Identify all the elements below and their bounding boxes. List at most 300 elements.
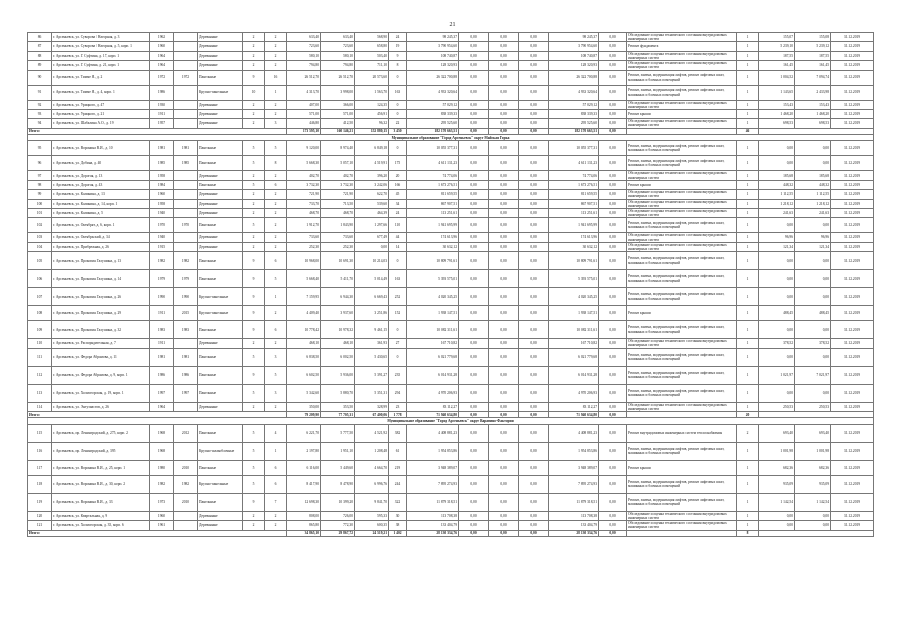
table-cell-fl: 9 xyxy=(243,252,265,270)
table-cell-addr: г. Арсеньевск, ул. Прокопия Галушина, д. 32 xyxy=(52,321,150,339)
table-cell-n: 113 xyxy=(28,384,52,402)
table-cell-a1: 5 668,30 xyxy=(287,156,321,171)
table-cell-sum: 4 020 345,25 xyxy=(407,288,459,306)
table-cell-work: Ремонт, замена, модернизация лифтов, ремонт лифтовых шахт, машинных и блочных помещений xyxy=(627,141,737,156)
table-row xyxy=(28,252,874,270)
table-cell-a3: 1 297,66 xyxy=(355,218,389,233)
table-cell-addr: г. Арсеньевск, ул. Прокопия Галушина, д. 26 xyxy=(52,288,150,306)
table-cell-s2: 0,00 xyxy=(489,475,519,493)
table-cell-s2: 0,00 xyxy=(489,402,519,411)
table-cell-s5: 0,00 xyxy=(599,156,627,171)
total-label: Итого: xyxy=(28,411,287,417)
table-cell-en: 2 xyxy=(265,199,287,208)
table-cell-v1: 0,00 xyxy=(759,321,795,339)
table-cell-res: 235 xyxy=(389,366,407,384)
table-cell-s1: 0,00 xyxy=(459,180,489,189)
table-cell-a2: 1 951,10 xyxy=(321,442,355,460)
table-cell-s3: 0,00 xyxy=(519,424,549,442)
table-cell-u: 1 xyxy=(737,42,759,51)
table-cell-v2: 250,53 xyxy=(795,402,831,411)
table-cell-fl: 5 xyxy=(243,218,265,233)
table-cell-a1: 252,30 xyxy=(287,242,321,251)
table-cell-s1: 0,00 xyxy=(459,402,489,411)
table-cell-a1: 580,10 xyxy=(287,51,321,60)
table-cell-v2: 0,00 xyxy=(795,521,831,530)
table-cell-n: 120 xyxy=(28,511,52,520)
table-cell-s4: 113 251,61 xyxy=(549,208,599,217)
table-cell-s3: 0,00 xyxy=(519,460,549,475)
table-cell-en: 6 xyxy=(265,475,287,493)
table-cell-yr: 2010 xyxy=(174,460,198,475)
total-s3: 0,00 xyxy=(519,411,549,417)
total-sum: 71 940 634,80 xyxy=(407,411,459,417)
table-cell-a2: 10 691,30 xyxy=(321,252,355,270)
table-cell-n: 105 xyxy=(28,252,52,270)
table-cell-en: 2 xyxy=(265,521,287,530)
table-cell-s4: 3 790 954,60 xyxy=(549,42,599,51)
table-cell-s4: 57 029,12 xyxy=(549,100,599,109)
table-row xyxy=(28,70,874,85)
table-cell-a1: 7 159,95 xyxy=(287,288,321,306)
table-cell-en: 2 xyxy=(265,402,287,411)
table-cell-res: 219 xyxy=(389,460,407,475)
table-cell-s3: 0,00 xyxy=(519,51,549,60)
table-cell-fl: 2 xyxy=(243,171,265,180)
table-cell-y: 1986 xyxy=(150,85,174,100)
table-cell-y: 1968 xyxy=(150,424,174,442)
table-cell-yr xyxy=(174,442,198,460)
table-cell-d: 31.12.2019 xyxy=(831,242,874,251)
table-cell-a1: 5 668,40 xyxy=(287,270,321,288)
table-cell-mat: Панельные xyxy=(198,270,243,288)
table-cell-mat: Деревянные xyxy=(198,511,243,520)
table-cell-s2: 0,00 xyxy=(489,51,519,60)
total-a2: 160 146,21 xyxy=(321,128,355,134)
table-cell-s5: 0,00 xyxy=(599,460,627,475)
table-cell-s3: 0,00 xyxy=(519,321,549,339)
table-cell-a1: 468,70 xyxy=(287,208,321,217)
table-cell-a3: 711,10 xyxy=(355,61,389,70)
table-cell-sum: 6 021 779,68 xyxy=(407,348,459,366)
table-cell-addr: г. Арсеньевск, ул. Прокопия Галушина, д. 29 xyxy=(52,306,150,321)
table-row xyxy=(28,109,874,118)
table-cell-u: 1 xyxy=(737,208,759,217)
table-cell-s5: 0,00 xyxy=(599,339,627,348)
table-cell-work: Ремонт фундамента xyxy=(627,42,737,51)
table-cell-s4: 26 322 700,88 xyxy=(549,70,599,85)
table-cell-s2: 0,00 xyxy=(489,199,519,208)
table-cell-v2: 682,36 xyxy=(795,460,831,475)
table-cell-work: Ремонт внутридомовых инженерных систем теплоснабжения xyxy=(627,424,737,442)
table-cell-n: 114 xyxy=(28,402,52,411)
table-cell-n: 86 xyxy=(28,33,52,42)
table-cell-work: Ремонт, замена, модернизация лифтов, ремонт лифтовых шахт, машинных и блочных помещений xyxy=(627,384,737,402)
table-cell-yr: 1982 xyxy=(174,475,198,493)
table-cell-yr: 1970 xyxy=(174,218,198,233)
table-cell-s1: 0,00 xyxy=(459,475,489,493)
table-cell-v1: 155,07 xyxy=(759,33,795,42)
table-cell-s2: 0,00 xyxy=(489,252,519,270)
table-cell-s3: 0,00 xyxy=(519,119,549,128)
table-cell-mat: Деревянные xyxy=(198,242,243,251)
table-cell-addr: г. Арсеньевск, ул. Г. Суфтина, д. 17, корп. 1 xyxy=(52,51,150,60)
total-sum: 182 170 663,51 xyxy=(407,128,459,134)
table-cell-s1: 0,00 xyxy=(459,208,489,217)
table-cell-s1: 0,00 xyxy=(459,85,489,100)
table-cell-a3: 9 461,15 xyxy=(355,321,389,339)
table-cell-y: 1968 xyxy=(150,442,174,460)
table-cell-s1: 0,00 xyxy=(459,218,489,233)
table-cell-a1: 733,70 xyxy=(287,199,321,208)
table-cell-s4: 811 659,55 xyxy=(549,190,599,199)
table-cell-en: 2 xyxy=(265,171,287,180)
table-cell-a3: 6 849,18 xyxy=(355,141,389,156)
table-cell-s1: 0,00 xyxy=(459,33,489,42)
table-cell-work: Обследование и оценка технического состояния внутридомовых инженерных систем xyxy=(627,190,737,199)
table-cell-v1: 185,68 xyxy=(759,171,795,180)
table-cell-d: 31.12.2019 xyxy=(831,366,874,384)
table-row xyxy=(28,199,874,208)
table-cell-yr: 2012 xyxy=(174,424,198,442)
table-cell-u: 2 xyxy=(737,424,759,442)
table-cell-fl: 5 xyxy=(243,384,265,402)
table-cell-addr: г. Арсеньевск, ул. Воронина В.И., д. 10 xyxy=(52,141,150,156)
table-cell-s3: 0,00 xyxy=(519,511,549,520)
table-cell-s1: 0,00 xyxy=(459,306,489,321)
table-cell-s2: 0,00 xyxy=(489,493,519,511)
table-cell-v2: 1 001,98 xyxy=(795,442,831,460)
table-cell-res: 14 xyxy=(389,242,407,251)
table-cell-s1: 0,00 xyxy=(459,156,489,171)
table-cell-n: 121 xyxy=(28,521,52,530)
table-cell-u: 1 xyxy=(737,442,759,460)
table-cell-d: 31.12.2019 xyxy=(831,460,874,475)
table-row xyxy=(28,85,874,100)
table-cell-addr: г. Арсеньевск, ул. Федора Абрамова, д. 9, корп. 1 xyxy=(52,366,150,384)
table-cell-s5: 0,00 xyxy=(599,384,627,402)
table-cell-fl: 2 xyxy=(243,42,265,51)
table-cell-a2: 8 974,40 xyxy=(321,141,355,156)
table-cell-res: 38 xyxy=(389,521,407,530)
table-cell-sum: 295 525,60 xyxy=(407,119,459,128)
table-cell-y: 1960 xyxy=(150,42,174,51)
table-cell-s1: 0,00 xyxy=(459,190,489,199)
table-cell-en: 16 xyxy=(265,70,287,85)
table-cell-s3: 0,00 xyxy=(519,190,549,199)
table-cell-work: Ремонт, замена, модернизация лифтов, ремонт лифтовых шахт, машинных и блочных помещений xyxy=(627,366,737,384)
table-cell-res: 30 xyxy=(389,511,407,520)
total-a2: 77 705,31 xyxy=(321,411,355,417)
table-cell-s4: 7 895 274,93 xyxy=(549,475,599,493)
table-cell-y: 1983 xyxy=(150,321,174,339)
table-cell-res: 0 xyxy=(389,252,407,270)
table-cell-s4: 167 710,82 xyxy=(549,339,599,348)
table-cell-d: 31.12.2019 xyxy=(831,442,874,460)
table-cell-fl: 9 xyxy=(243,321,265,339)
table-cell-a1: 733,60 xyxy=(287,233,321,242)
table-cell-s5: 0,00 xyxy=(599,33,627,42)
total-a3: 152 880,15 xyxy=(355,128,389,134)
table-cell-res: 382 xyxy=(389,424,407,442)
total-s1: 0,00 xyxy=(459,530,489,536)
table-cell-y: 1911 xyxy=(150,109,174,118)
table-cell-s5: 0,00 xyxy=(599,493,627,511)
table-cell-en: 8 xyxy=(265,156,287,171)
table-cell-u: 1 xyxy=(737,252,759,270)
table-cell-work: Обследование и оценка технического состояния внутридомовых инженерных систем xyxy=(627,521,737,530)
table-cell-yr xyxy=(174,233,198,242)
table-cell-s4: 10 082 311,61 xyxy=(549,321,599,339)
table-cell-fl: 10 xyxy=(243,85,265,100)
table-row xyxy=(28,475,874,493)
table-cell-v1: 161,45 xyxy=(759,61,795,70)
table-cell-u: 1 xyxy=(737,218,759,233)
table-cell-addr: г. Арсеньевск, ул. Воронина В.И., д. 25, корп. 1 xyxy=(52,460,150,475)
table-cell-fl: 2 xyxy=(243,190,265,199)
table-cell-work: Ремонт, замена, модернизация лифтов, ремонт лифтовых шахт, машинных и блочных помещений xyxy=(627,442,737,460)
table-cell-s3: 0,00 xyxy=(519,348,549,366)
table-cell-addr: г. Арсеньевск, ул. Прокопия Галушина, д. 14 xyxy=(52,270,150,288)
table-cell-v2: 161,45 xyxy=(795,61,831,70)
table-cell-work: Обследование и оценка технического состояния внутридомовых инженерных систем xyxy=(627,199,737,208)
table-cell-n: 94 xyxy=(28,119,52,128)
table-cell-s1: 0,00 xyxy=(459,321,489,339)
table-cell-s1: 0,00 xyxy=(459,366,489,384)
table-cell-v1: 682,36 xyxy=(759,460,795,475)
table-cell-fl: 9 xyxy=(243,493,265,511)
table-cell-a3: 595,33 xyxy=(355,511,389,520)
table-cell-s4: 4 933 320,64 xyxy=(549,85,599,100)
table-cell-addr: г. Арсеньевск, ул. Урицкого, д. 47 xyxy=(52,100,150,109)
table-cell-en: 2 xyxy=(265,208,287,217)
table-cell-work: Обследование и оценка технического состояния внутридомовых инженерных систем xyxy=(627,208,737,217)
table-cell-s2: 0,00 xyxy=(489,42,519,51)
table-cell-s3: 0,00 xyxy=(519,199,549,208)
table-cell-a1: 6 838,50 xyxy=(287,348,321,366)
table-cell-v2: 488,45 xyxy=(795,306,831,321)
total-a3: 24 519,21 xyxy=(355,530,389,536)
table-cell-v1: 5 239,10 xyxy=(759,42,795,51)
table-cell-yr: 1979 xyxy=(174,270,198,288)
table-cell-s1: 0,00 xyxy=(459,100,489,109)
table-cell-v2: 7 021,97 xyxy=(795,366,831,384)
table-cell-v1: 241,63 xyxy=(759,208,795,217)
table-cell-s2: 0,00 xyxy=(489,460,519,475)
table-cell-v2: 241,63 xyxy=(795,208,831,217)
table-cell-y: 1962 xyxy=(150,33,174,42)
table-cell-fl: 2 xyxy=(243,402,265,411)
total-sum: 28 130 334,76 xyxy=(407,530,459,536)
table-cell-s5: 0,00 xyxy=(599,171,627,180)
table-cell-res: 24 xyxy=(389,33,407,42)
table-cell-s4: 113 708,38 xyxy=(549,511,599,520)
table-cell-n: 99 xyxy=(28,190,52,199)
table-row xyxy=(28,521,874,530)
table-cell-a3: 6 996,76 xyxy=(355,475,389,493)
table-cell-s1: 0,00 xyxy=(459,199,489,208)
table-cell-res: 0 xyxy=(389,100,407,109)
table-cell-v1: 0,00 xyxy=(759,141,795,156)
table-cell-mat: Крупно-панельные xyxy=(198,475,243,493)
total-label: Итого: xyxy=(28,128,287,134)
table-cell-en: 3 xyxy=(265,384,287,402)
table-cell-s3: 0,00 xyxy=(519,306,549,321)
table-cell-res: 0 xyxy=(389,348,407,366)
table-cell-u: 1 xyxy=(737,109,759,118)
table-cell-a2: 726,00 xyxy=(321,511,355,520)
table-cell-a2: 3 998,00 xyxy=(321,85,355,100)
table-cell-sum: 4 933 320,64 xyxy=(407,85,459,100)
table-cell-a1: 12 698,30 xyxy=(287,493,321,511)
table-cell-en: 2 xyxy=(265,218,287,233)
table-cell-n: 109 xyxy=(28,321,52,339)
table-cell-v1: 250,53 xyxy=(759,402,795,411)
table-cell-mat: Деревянные xyxy=(198,100,243,109)
table-cell-yr xyxy=(174,242,198,251)
table-cell-a2: 633,40 xyxy=(321,33,355,42)
table-cell-en: 5 xyxy=(265,270,287,288)
table-cell-a1: 633,40 xyxy=(287,33,321,42)
table-cell-s5: 0,00 xyxy=(599,366,627,384)
table-cell-s1: 0,00 xyxy=(459,109,489,118)
table-cell-v1: 153,43 xyxy=(759,100,795,109)
total-work-empty xyxy=(627,530,737,536)
table-cell-s3: 0,00 xyxy=(519,70,549,85)
table-cell-s4: 6 021 779,68 xyxy=(549,348,599,366)
table-cell-yr xyxy=(174,199,198,208)
table-cell-sum: 867 907,51 xyxy=(407,199,459,208)
table-cell-u: 1 xyxy=(737,119,759,128)
table-cell-sum: 4 611 131,23 xyxy=(407,156,459,171)
total-s5: 0,00 xyxy=(599,530,627,536)
table-cell-yr xyxy=(174,511,198,520)
total-a1: 79 209,90 xyxy=(287,411,321,417)
table-cell-mat: Панельные xyxy=(198,70,243,85)
table-cell-fl: 2 xyxy=(243,109,265,118)
table-cell-s3: 0,00 xyxy=(519,208,549,217)
total-s3: 0,00 xyxy=(519,530,549,536)
table-cell-sum: 10 809 791,61 xyxy=(407,252,459,270)
table-cell-mat: Панельные xyxy=(198,141,243,156)
table-cell-mat: Деревянные xyxy=(198,190,243,199)
table-cell-s2: 0,00 xyxy=(489,306,519,321)
table-cell-v2: 935,09 xyxy=(795,475,831,493)
table-cell-work: Обследование и оценка технического состояния внутридомовых инженерных систем xyxy=(627,119,737,128)
table-cell-addr: г. Арсеньевск, ул. Холмогорская, д. 35, корп. 6 xyxy=(52,521,150,530)
table-cell-s3: 0,00 xyxy=(519,252,549,270)
table-cell-u: 1 xyxy=(737,70,759,85)
table-cell-y: 1981 xyxy=(150,141,174,156)
table-cell-v2: 5 239,12 xyxy=(795,42,831,51)
table-cell-u: 1 xyxy=(737,141,759,156)
table-cell-d: 31.12.2019 xyxy=(831,402,874,411)
table-cell-a1: 407,00 xyxy=(287,100,321,109)
table-cell-s2: 0,00 xyxy=(489,208,519,217)
table-cell-v1: 935,09 xyxy=(759,475,795,493)
table-cell-mat: Деревянные xyxy=(198,51,243,60)
table-cell-s3: 0,00 xyxy=(519,242,549,251)
table-cell-d: 31.12.2019 xyxy=(831,306,874,321)
table-cell-en: 2 xyxy=(265,306,287,321)
table-cell-fl: 5 xyxy=(243,180,265,189)
table-cell-a1: 350,00 xyxy=(287,402,321,411)
table-cell-s1: 0,00 xyxy=(459,339,489,348)
table-cell-n: 119 xyxy=(28,493,52,511)
total-row xyxy=(28,530,874,536)
table-cell-work: Ремонт, замена, модернизация лифтов, ремонт лифтовых шахт, машинных и блочных помещений xyxy=(627,321,737,339)
table-cell-res: 61 xyxy=(389,442,407,460)
table-cell-s3: 0,00 xyxy=(519,402,549,411)
table-cell-s2: 0,00 xyxy=(489,218,519,233)
table-cell-addr: г. Арсеньевск, пр. Ленинградский, д. 275, корп. 2 xyxy=(52,424,150,442)
table-cell-mat: Деревянные xyxy=(198,339,243,348)
table-cell-a2: 713,50 xyxy=(321,199,355,208)
table-cell-a3: 1 563,70 xyxy=(355,85,389,100)
table-cell-v2: 96,96 xyxy=(795,233,831,242)
table-row xyxy=(28,424,874,442)
table-cell-sum: 10 082 311,61 xyxy=(407,321,459,339)
table-cell-a2: 1 843,90 xyxy=(321,218,355,233)
table-cell-sum: 4 970 206,93 xyxy=(407,384,459,402)
table-cell-addr: г. Арсеньевск, ул. Г. Суфтина, д. 21, корп. 1 xyxy=(52,61,150,70)
table-cell-s4: 11 879 318,51 xyxy=(549,493,599,511)
table-cell-sum: 83 112,27 xyxy=(407,402,459,411)
table-cell-u: 1 xyxy=(737,190,759,199)
table-row xyxy=(28,190,874,199)
table-cell-d: 31.12.2019 xyxy=(831,156,874,171)
table-cell-n: 118 xyxy=(28,475,52,493)
table-cell-d: 31.12.2019 xyxy=(831,42,874,51)
table-cell-y: 1958 xyxy=(150,171,174,180)
table-cell-u: 1 xyxy=(737,270,759,288)
table-cell-sum: 10 055 377,31 xyxy=(407,141,459,156)
table-cell-y: 1984 xyxy=(150,180,174,189)
table-cell-s5: 0,00 xyxy=(599,190,627,199)
table-cell-y: 1964 xyxy=(150,51,174,60)
table-cell-s4: 1 954 853,86 xyxy=(549,442,599,460)
table-cell-s1: 0,00 xyxy=(459,252,489,270)
table-cell-a2: 580,10 xyxy=(321,51,355,60)
table-cell-a1: 5 342,60 xyxy=(287,384,321,402)
table-cell-s2: 0,00 xyxy=(489,171,519,180)
table-cell-v1: 1 218,12 xyxy=(759,199,795,208)
total-s4: 182 170 663,51 xyxy=(549,128,599,134)
table-cell-a3: 396,20 xyxy=(355,171,389,180)
table-cell-y: 1973 xyxy=(150,493,174,511)
table-cell-v2: 698,53 xyxy=(795,119,831,128)
table-cell-s5: 0,00 xyxy=(599,252,627,270)
table-cell-n: 103 xyxy=(28,233,52,242)
table-cell-u: 1 xyxy=(737,460,759,475)
table-cell-en: 6 xyxy=(265,460,287,475)
table-cell-en: 2 xyxy=(265,51,287,60)
table-cell-mat: Панельные xyxy=(198,321,243,339)
table-cell-a3: 10 214,03 xyxy=(355,252,389,270)
table-cell-mat: Крупно-панельные xyxy=(198,306,243,321)
table-cell-fl: 2 xyxy=(243,100,265,109)
table-cell-a3: 622,70 xyxy=(355,190,389,199)
table-cell-a2: 5 057,10 xyxy=(321,156,355,171)
table-cell-s5: 0,00 xyxy=(599,218,627,233)
table-cell-u: 1 xyxy=(737,402,759,411)
table-cell-d: 31.12.2019 xyxy=(831,100,874,109)
table-cell-d: 31.12.2019 xyxy=(831,252,874,270)
table-cell-d: 31.12.2019 xyxy=(831,109,874,118)
table-cell-a1: 723,60 xyxy=(287,42,321,51)
table-cell-y: 1972 xyxy=(150,70,174,85)
total-s4: 71 940 634,80 xyxy=(549,411,599,417)
table-cell-y: 1915 xyxy=(150,242,174,251)
